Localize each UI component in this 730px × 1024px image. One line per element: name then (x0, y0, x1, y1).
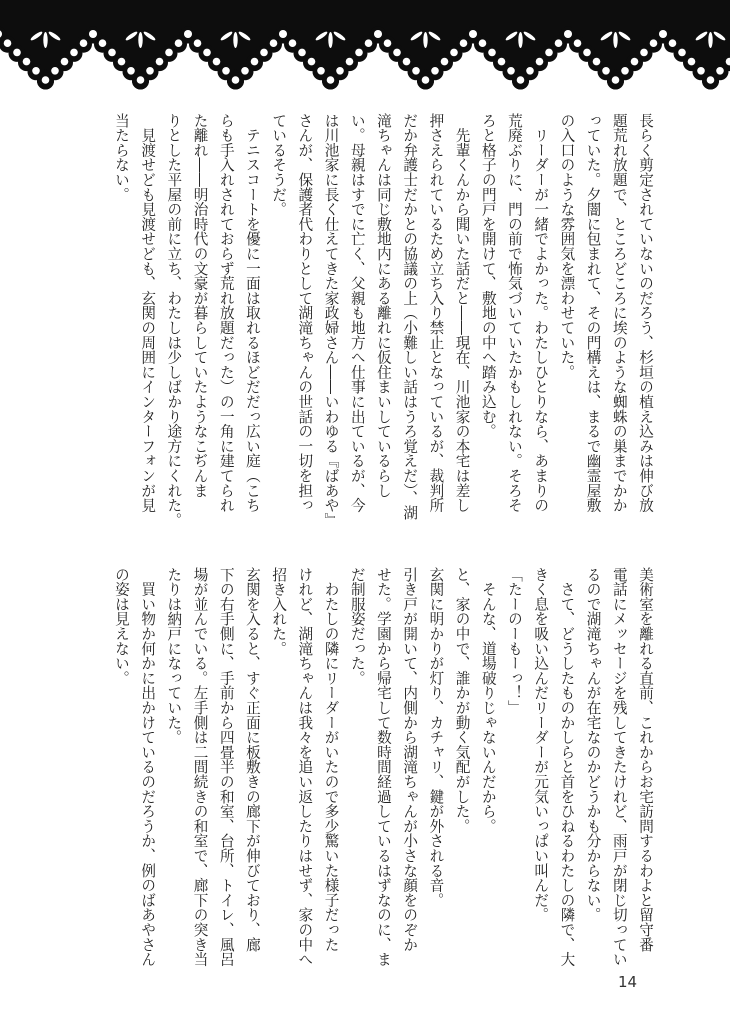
text-column: 美術室を離れる直前、これからお宅訪問するわよと留守番 (637, 567, 654, 952)
text-column: たりは納戸になっていた。 (165, 567, 183, 745)
text-block-bottom (108, 567, 658, 967)
text-column: の姿は見えない。 (112, 567, 130, 686)
text-column: 長らく剪定されていないのだろう、杉垣の植え込みは伸び放 (637, 113, 654, 513)
text-column: 買い物か何かに出かけているのだろうか、例のばあやさん (139, 567, 157, 967)
text-block-top (108, 113, 658, 528)
text-column: リーダーが一緒でよかった。わたしひとりなら、あまりの (532, 113, 550, 513)
text-column: の入口のような雰囲気を漂わせていた。 (558, 113, 576, 380)
text-column: 先輩くんから聞いた話だと――現在、川池家の本宅は差し (453, 113, 471, 513)
text-column: さて、どうしたものかしらと首をひねるわたしの隣で、大 (558, 567, 576, 967)
text-column: わたしの隣にリーダーがいたので多少驚いた様子だった (322, 567, 340, 952)
text-column: りとした平屋の前に立ち、わたしは少しばかり途方にくれた。 (165, 113, 183, 528)
text-column: 荒廃ぶりに、門の前で怖気づいていたかもしれない。そろそ (505, 113, 523, 513)
text-column: っていた。夕闇に包まれて、その門構えは、まるで幽霊屋敷 (584, 113, 602, 513)
text-column: だ制服姿だった。 (348, 567, 366, 686)
text-column: 題荒れ放題で、ところどころに埃のような蜘蛛の巣までかか (610, 113, 628, 513)
text-column: テニスコートを優に一面は取れるほどだだっ広い庭（こち (243, 113, 261, 513)
text-column: と、家の中で、誰かが動く気配がした。 (453, 567, 471, 834)
text-column: 滝ちゃんは同じ敷地内にある離れに仮住まいしているらし (374, 113, 392, 498)
text-column: い。母親はすでに亡く、父親も地方へ仕事に出ているが、今 (348, 113, 366, 513)
text-column: きく息を吸い込んだリーダーが元気いっぱい叫んだ。 (532, 567, 550, 923)
lace-border-decoration (0, 0, 730, 100)
text-column: るので湖滝ちゃんが在宅なのかどうかも分からない。 (584, 567, 602, 923)
text-column: ているそうだ。 (270, 113, 288, 217)
text-column: 場が並んでいる。左手側は二間続きの和室で、廊下の突き当 (191, 567, 209, 967)
text-column: らも手入れされておらず荒れ放題だった）の一角に建てられ (217, 113, 235, 513)
page-number: 14 (618, 973, 638, 991)
text-column: 見渡せども見渡せども、玄関の周囲にインターフォンが見 (139, 113, 157, 513)
text-column: た離れ――明治時代の文豪が暮らしていたようなこぢんま (191, 113, 209, 498)
text-column: 招き入れた。 (270, 567, 288, 656)
text-column: だか弁護士だかとの協議の上（小難しい話はうろ覚えだ）、湖 (401, 113, 419, 521)
text-column: 「たーのーもーっ！」 (505, 567, 523, 715)
text-column: 電話にメッセージを残してきたけれど、雨戸が閉じ切ってい (610, 567, 628, 967)
text-column: 押さえられているため立ち入り禁止となっているが、裁判所 (427, 113, 445, 513)
text-column: けれど、湖滝ちゃんは我々を追い返したりはせず、家の中へ (296, 567, 314, 967)
text-column: ろと格子の門戸を開けて、敷地の中へ踏み込む。 (479, 113, 497, 439)
text-column: 当たらない。 (112, 113, 130, 202)
text-column: そんな、道場破りじゃないんだから。 (479, 567, 497, 834)
text-column: は川池家に長く仕えてきた家政婦さん――いわゆる『ばあや』 (322, 113, 340, 528)
text-column: せた。学園から帰宅して数時間経過しているはずなのに、ま (374, 567, 392, 967)
text-column: 引き戸が開いて、内側から湖滝ちゃんが小さな顔をのぞか (401, 567, 419, 952)
text-column: 玄関を入ると、すぐ正面に板敷きの廊下が伸びており、廊 (243, 567, 261, 952)
text-column: さんが、保護者代わりとして湖滝ちゃんの世話の一切を担っ (296, 113, 314, 513)
text-column: 玄関に明かりが灯り、カチャリ、鍵が外される音。 (427, 567, 445, 908)
text-column: 下の右手側に、手前から四畳半の和室、台所、トイレ、風呂 (217, 567, 235, 967)
